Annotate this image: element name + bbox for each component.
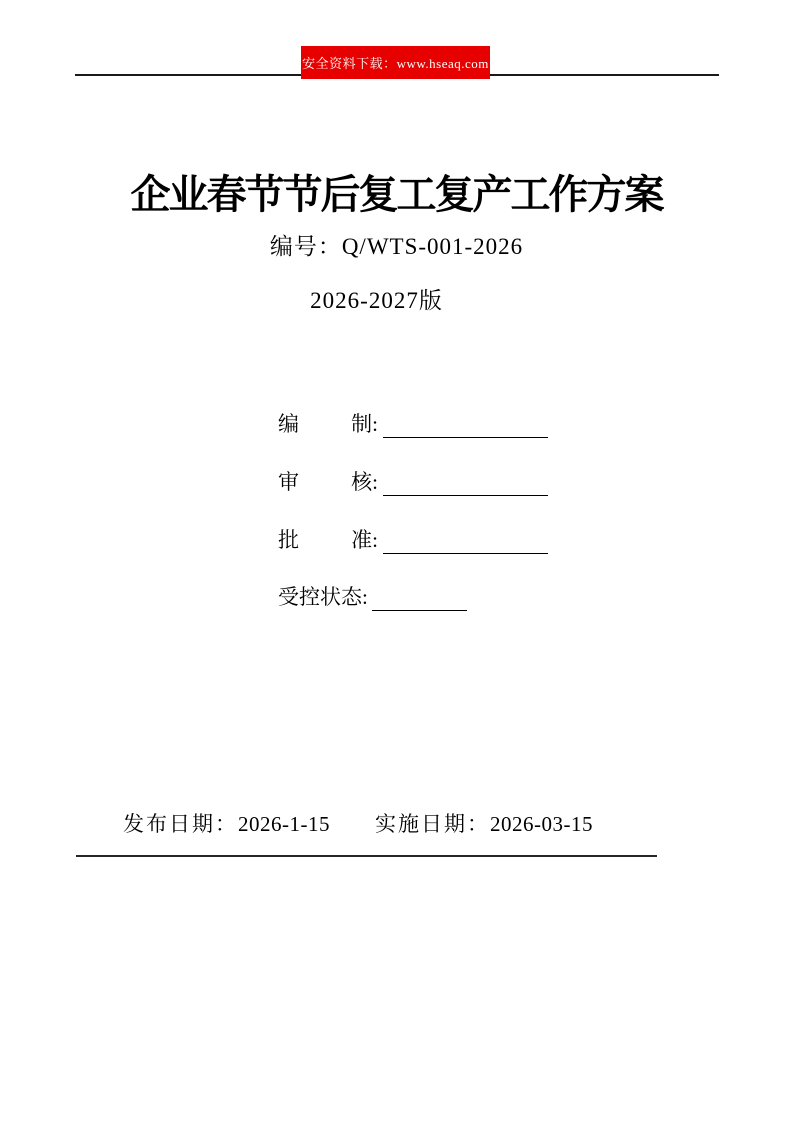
implement-date-value: 2026-03-15 [490,812,593,836]
date-row [123,811,593,837]
implement-date-label: 实施日期： [375,812,490,836]
controlled-state-label: 受控状态: [278,585,368,609]
watermark-banner-text: 安全资料下载：www.hseaq.com [302,56,489,71]
document-title: 企业春节节后复工复产工作方案 [130,172,663,217]
signoff-label-approve [278,527,378,554]
document-version: 2026-2027版 [310,288,443,313]
signature-line-review [383,469,548,496]
signoff-label-review [278,469,378,496]
watermark-banner [301,46,490,79]
signoff-label-review-second: 核: [351,470,378,494]
signoff-row-review [278,469,548,496]
signoff-label-approve-second: 准: [351,528,378,552]
signature-line-approve [383,527,548,554]
signoff-section [278,411,548,585]
controlled-state-row [278,584,467,611]
controlled-state-line [372,584,467,611]
signoff-label-approve-first: 批 [278,528,299,552]
bottom-horizontal-rule [76,855,657,857]
signoff-row-compile [278,411,548,438]
signoff-label-review-first: 审 [278,470,299,494]
signoff-label-compile [278,411,378,438]
release-date-label: 发布日期： [123,812,238,836]
release-date-value: 2026-1-15 [238,812,330,836]
signoff-label-compile-second: 制: [351,412,378,436]
signature-line-compile [383,411,548,438]
implement-date [375,811,593,837]
document-number: 编号：Q/WTS-001-2026 [269,234,524,259]
signoff-label-compile-first: 编 [278,412,299,436]
signoff-row-approve [278,527,548,554]
release-date [123,811,330,837]
